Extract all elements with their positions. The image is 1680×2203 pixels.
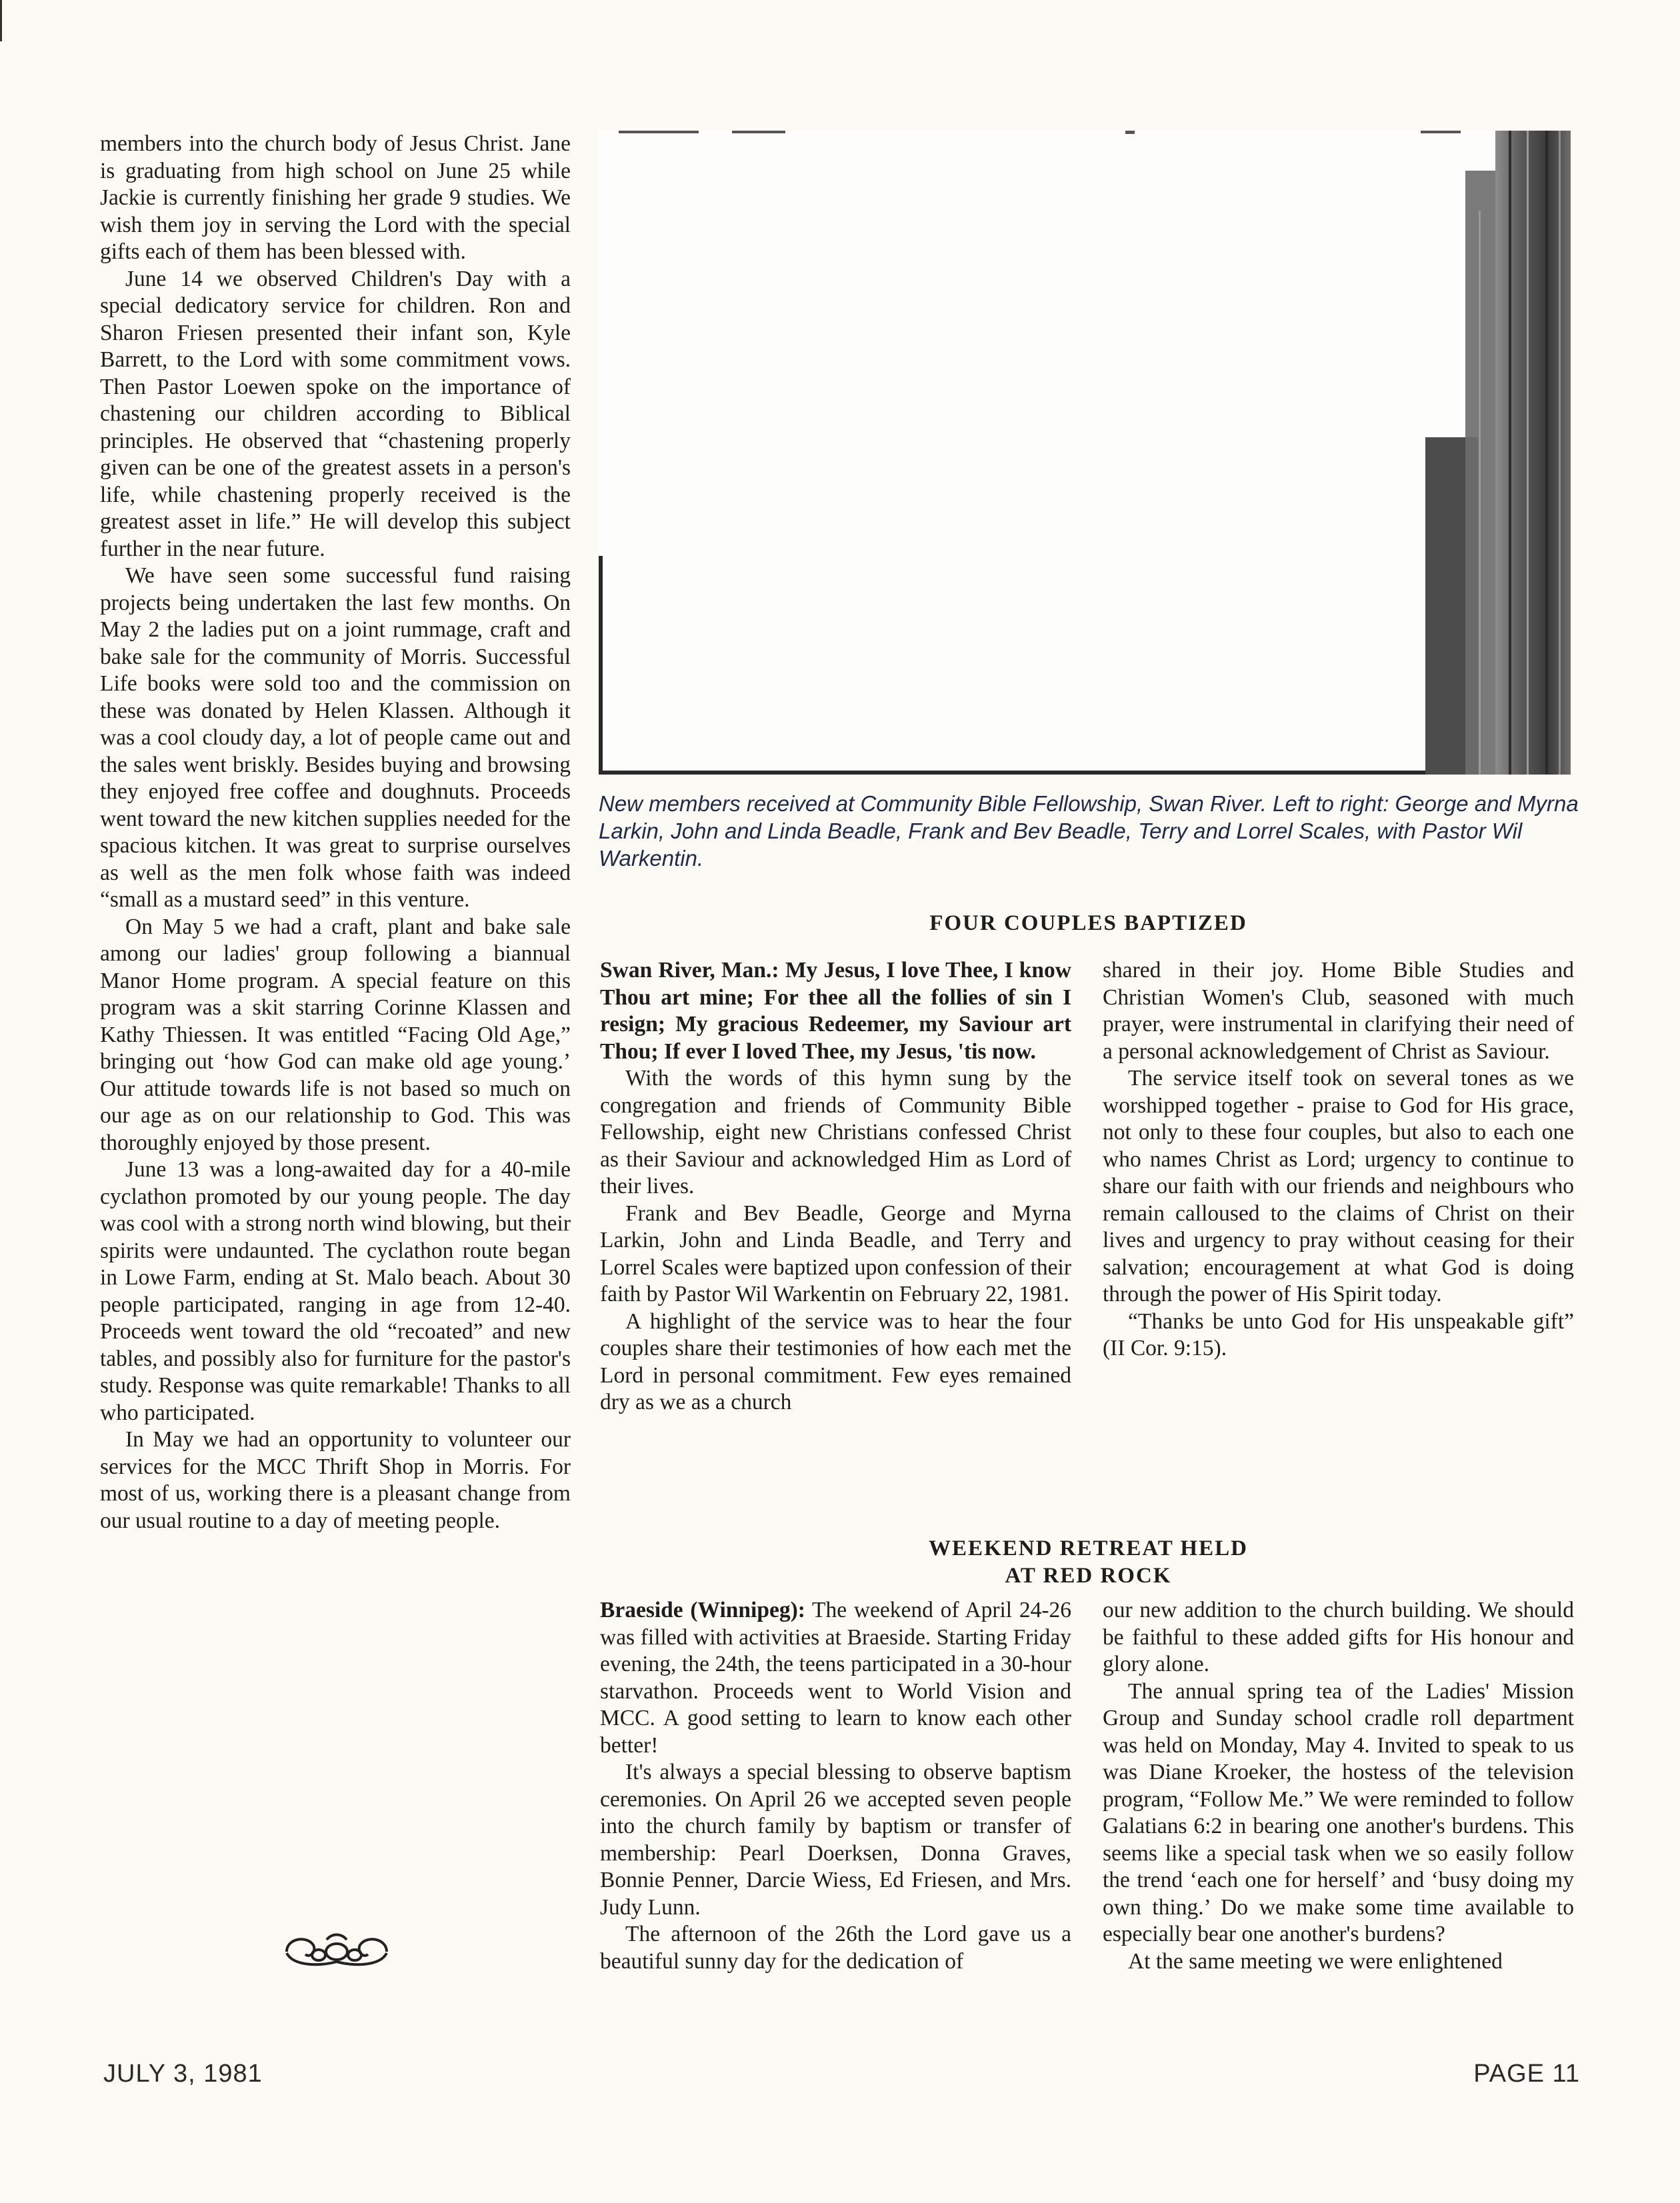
article-headline — [600, 1535, 1577, 1590]
article2-column-2 — [1103, 1597, 1574, 1975]
article-paragraph: shared in their joy. Home Bible Studies and Christian Women's Club, seasoned with much prayer, were instrumental in clarifying their need of a personal acknowledgement of Christ as Saviour. — [1103, 958, 1574, 1064]
article-paragraph: At the same meeting we were enlightened — [1128, 1948, 1503, 1974]
left-paragraph: members into the church body of Jesus Christ. Jane is graduating from high school on June 25 while Jackie is currently finishing her grade 9 studies. We wish them joy in serving the Lord with the special gifts each of them has been blessed with. — [100, 131, 571, 264]
article-headline: FOUR COUPLES BAPTIZED — [929, 911, 1247, 935]
decorative-ornament-icon — [280, 1925, 393, 1972]
article-paragraph: Frank and Bev Beadle, George and Myrna Larkin, John and Linda Beadle, and Terry and Lorrel Scales were baptized upon confession of their faith by Pastor Wil Warkentin on February 22, 1981. — [600, 1200, 1071, 1306]
article-paragraph: our new addition to the church building. We should be faithful to these added gifts for His honour and glory alone. — [1103, 1598, 1574, 1676]
issue-date: JULY 3, 1981 — [103, 2060, 263, 2088]
left-paragraph: June 14 we observed Children's Day with a special dedicatory service for children. Ron and Sharon Friesen presented their infant son, Kyle Barrett, to the Lord with some commitment vows. Then Pastor Loewen spoke on the importance of chastening our children according to Biblical principles. He observed that “chastening properly given can be one of the greatest assets in a person's life, while chastening properly received is the greatest asset in life.” He will develop this subject further in the near future. — [100, 266, 571, 561]
hymn-lead: Swan River, Man.: My Jesus, I love Thee, I know Thou art mine; For thee all the follies of sin I resign; My gracious Redeemer, my Saviour art Thou; If ever I loved Thee, my Jesus, 'tis now. — [600, 958, 1071, 1064]
article-paragraph: “Thanks be unto God for His unspeakable gift” (II Cor. 9:15). — [1103, 1308, 1574, 1360]
article-paragraph: The afternoon of the 26th the Lord gave us a beautiful sunny day for the dedication of — [600, 1922, 1071, 1974]
article-paragraph: A highlight of the service was to hear the four couples share their testimonies of how each met the Lord in personal commitment. Few eyes remained dry as we as a church — [600, 1308, 1071, 1414]
page-number: PAGE 11 — [1473, 2060, 1580, 2088]
headline-line: AT RED ROCK — [1005, 1564, 1172, 1588]
dateline: Braeside (Winnipeg): — [600, 1598, 805, 1622]
article1-column-1 — [600, 957, 1071, 1416]
article-paragraph: With the words of this hymn sung by the congregation and friends of Community Bible Fellowship, eight new Christians confessed Christ as their Saviour and acknowledged Him as Lord of their lives. — [600, 1066, 1071, 1198]
left-paragraph: On May 5 we had a craft, plant and bake sale among our ladies' group following a biannual Manor Home program. A special feature on this program was a skit starring Corinne Klassen and Kathy Thiessen. It was entitled “Facing Old Age,” bringing out ‘how God can make old age young.’ Our attitude towards life is not based so much on our age as on our relationship to God. This was thoroughly enjoyed by those present. — [100, 914, 571, 1155]
left-paragraph: June 13 was a long-awaited day for a 40-mile cyclathon promoted by our young people. The day was cool with a strong north wind blowing, but their spirits were undaunted. The cyclathon route began in Lowe Farm, ending at St. Malo beach. About 30 people participated, ranging in age from 12-40. Proceeds went toward the old “recoated” and new tables, and possibly also for furniture for the pastor's study. Response was quite remarkable! Thanks to all who participated. — [100, 1157, 571, 1425]
article2-column-1 — [600, 1597, 1071, 1975]
photo-caption: New members received at Community Bible Fellowship, Swan River. Left to right: George and Myrna Larkin, John and Linda Beadle, Frank and Bev Beadle, Terry and Lorrel Scales, with Pastor Wil Warkentin. — [599, 791, 1579, 871]
left-paragraph: In May we had an opportunity to volunteer our services for the MCC Thrift Shop in Morris. For most of us, working there is a pleasant change from our usual routine to a day of meeting people. — [100, 1427, 571, 1533]
article-paragraph: The service itself took on several tones as we worshipped together - praise to God for His grace, not only to these four couples, but also to each one who names Christ as Lord; urgency to continue to share our faith with our friends and neighbours who remain calloused to the claims of Christ on their lives and urgency to pray without ceasing for their salvation; encouragement at what God is doing through the power of His Spirit today. — [1103, 1066, 1574, 1306]
article-paragraph — [600, 1597, 1071, 1759]
left-column — [100, 131, 571, 1534]
article-lead-text: The weekend of April 24-26 was filled with activities at Braeside. Starting Friday evening, the 24th, the teens participated in a 30-hour starvathon. Proceeds went to World Vision and MCC. A good setting to learn to know each other better! — [600, 1598, 1071, 1758]
left-paragraph: We have seen some successful fund raising projects being undertaken the last few months. On May 2 the ladies put on a joint rummage, craft and bake sale for the community of Morris. Successful Life books were sold too and the commission on these was donated by Helen Klassen. Although it was a cool cloudy day, a lot of people came out and the sales went briskly. Besides buying and browsing they enjoyed free coffee and doughnuts. Proceeds went toward the new kitchen supplies needed for the spacious kitchen. It was great to surprise ourselves as well as the men folk whose faith was indeed “small as a mustard seed” in this venture. — [100, 563, 571, 912]
article1-column-2 — [1103, 957, 1574, 1362]
group-photo — [599, 131, 1571, 775]
page-edge-rule — [0, 0, 2, 41]
article-paragraph: It's always a special blessing to observe baptism ceremonies. On April 26 we accepted seven people into the church family by baptism or transfer of membership: Pearl Doerksen, Donna Graves, Bonnie Penner, Darcie Wiess, Ed Friesen, and Mrs. Judy Lunn. — [600, 1760, 1071, 1920]
article-paragraph: The annual spring tea of the Ladies' Mission Group and Sunday school cradle roll department was held on Monday, May 4. Invited to speak to us was Diane Kroeker, the hostess of the television program, “Follow Me.” We were reminded to follow Galatians 6:2 in bearing one another's burdens. This seems like a special task when we so easily follow the trend ‘each one for herself’ and ‘busy doing my own thing.’ Do we make some time available to especially bear one another's burdens? — [1103, 1678, 1574, 1946]
headline-line: WEEKEND RETREAT HELD — [929, 1536, 1248, 1560]
